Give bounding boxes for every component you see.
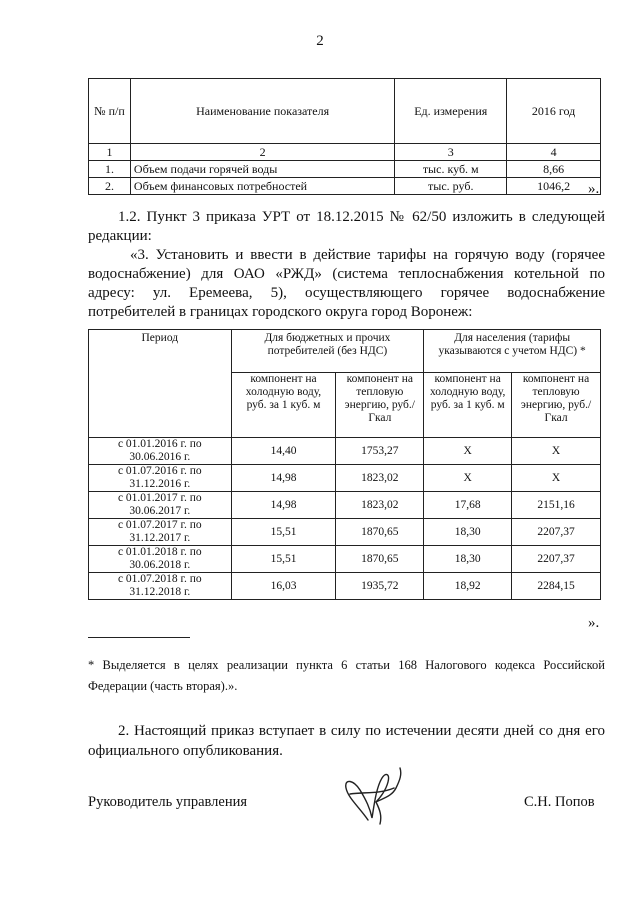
signature-icon bbox=[330, 758, 420, 828]
t2-cell: X bbox=[424, 465, 512, 492]
t2-cell: 14,98 bbox=[231, 465, 336, 492]
t2-cell: X bbox=[512, 465, 601, 492]
t1-cell: тыс. куб. м bbox=[395, 161, 507, 178]
signatory-name: С.Н. Попов bbox=[524, 794, 595, 810]
table-row bbox=[89, 178, 601, 195]
t2-cell: 18,30 bbox=[424, 546, 512, 573]
t1-header-year: 2016 год bbox=[507, 79, 601, 144]
footnote-divider bbox=[88, 637, 190, 638]
t2-cell: 2207,37 bbox=[512, 519, 601, 546]
t2-cell: 1753,27 bbox=[336, 438, 424, 465]
t1-header-name: Наименование показателя bbox=[130, 79, 394, 144]
t1-cell: 2. bbox=[89, 178, 131, 195]
table-row bbox=[89, 546, 601, 573]
t2-cell: 15,51 bbox=[231, 519, 336, 546]
paragraph-1-2: 1.2. Пункт 3 приказа УРТ от 18.12.2015 № 62/50 изложить в следующей редакции: bbox=[88, 209, 605, 244]
t2-cell: 1823,02 bbox=[336, 492, 424, 519]
t1-cell: 1046,2 bbox=[507, 178, 601, 195]
table-row bbox=[89, 492, 601, 519]
t1-index-cell: 1 bbox=[89, 144, 131, 161]
t2-cell: 15,51 bbox=[231, 546, 336, 573]
t1-index-cell: 3 bbox=[395, 144, 507, 161]
t2-cell: 1823,02 bbox=[336, 465, 424, 492]
t2-header-period: Период bbox=[89, 330, 232, 438]
closing-quote: ». bbox=[588, 181, 600, 197]
t1-index-cell: 2 bbox=[130, 144, 394, 161]
paragraph-2: 2. Настоящий приказ вступает в силу по истечении десяти дней со дня его официального опубликования. bbox=[88, 723, 605, 759]
t2-cell: 18,92 bbox=[424, 573, 512, 600]
t2-period-cell: с 01.07.2016 г. по 31.12.2016 г. bbox=[89, 465, 232, 492]
t2-period-cell: с 01.07.2017 г. по 31.12.2017 г. bbox=[89, 519, 232, 546]
t2-header-budget: Для бюджетных и прочих потребителей (без НДС) bbox=[231, 330, 424, 373]
t1-cell: 8,66 bbox=[507, 161, 601, 178]
t2-cell: 2207,37 bbox=[512, 546, 601, 573]
t2-cell: 18,30 bbox=[424, 519, 512, 546]
t2-period-cell: с 01.01.2017 г. по 30.06.2017 г. bbox=[89, 492, 232, 519]
t2-cell: 14,40 bbox=[231, 438, 336, 465]
table-row bbox=[89, 465, 601, 492]
t1-header-unit: Ед. измерения bbox=[395, 79, 507, 144]
volume-table bbox=[88, 78, 601, 195]
t2-cell: 1935,72 bbox=[336, 573, 424, 600]
t1-index-cell: 4 bbox=[507, 144, 601, 161]
t2-period-cell: с 01.01.2016 г. по 30.06.2016 г. bbox=[89, 438, 232, 465]
t1-cell: Объем финансовых потребностей bbox=[130, 178, 394, 195]
table-row bbox=[89, 438, 601, 465]
t1-cell: тыс. руб. bbox=[395, 178, 507, 195]
t1-cell: Объем подачи горячей воды bbox=[130, 161, 394, 178]
table-row bbox=[89, 161, 601, 178]
t2-cell: 14,98 bbox=[231, 492, 336, 519]
t2-cell: 2284,15 bbox=[512, 573, 601, 600]
signatory-title: Руководитель управления bbox=[88, 794, 248, 810]
t1-cell: 1. bbox=[89, 161, 131, 178]
t2-subheader: компонент на тепловую энергию, руб./Гкал bbox=[336, 373, 424, 438]
footnote: * Выделяется в целях реализации пункта 6 статьи 168 Налогового кодекса Российской Федерации (часть вторая).». bbox=[88, 658, 605, 693]
t2-cell: X bbox=[512, 438, 601, 465]
closing-quote: ». bbox=[588, 615, 600, 631]
t2-period-cell: с 01.07.2018 г. по 31.12.2018 г. bbox=[89, 573, 232, 600]
page-number: 2 bbox=[316, 33, 324, 49]
t2-subheader: компонент на холодную воду, руб. за 1 куб. м bbox=[231, 373, 336, 438]
tariff-table bbox=[88, 329, 601, 600]
t2-cell: 17,68 bbox=[424, 492, 512, 519]
t2-subheader: компонент на холодную воду, руб. за 1 куб. м bbox=[424, 373, 512, 438]
t2-period-cell: с 01.01.2018 г. по 30.06.2018 г. bbox=[89, 546, 232, 573]
table-row bbox=[89, 519, 601, 546]
t1-header-num: № п/п bbox=[89, 79, 131, 144]
table-row bbox=[89, 573, 601, 600]
t2-header-population: Для населения (тарифы указываются с учетом НДС) * bbox=[424, 330, 601, 373]
t2-cell: 2151,16 bbox=[512, 492, 601, 519]
t2-cell: 1870,65 bbox=[336, 546, 424, 573]
t2-cell: X bbox=[424, 438, 512, 465]
t2-cell: 16,03 bbox=[231, 573, 336, 600]
t2-cell: 1870,65 bbox=[336, 519, 424, 546]
paragraph-3: «3. Установить и ввести в действие тарифы на горячую воду (горячее водоснабжение) для ОАО «РЖД» (система теплоснабжения котельной по адресу: ул. Еремеева, 5), осуществляющего горячее водоснабжение потребителей в границах городского округа город Воронеж: bbox=[88, 247, 605, 320]
t2-subheader: компонент на тепловую энергию, руб./Гкал bbox=[512, 373, 601, 438]
